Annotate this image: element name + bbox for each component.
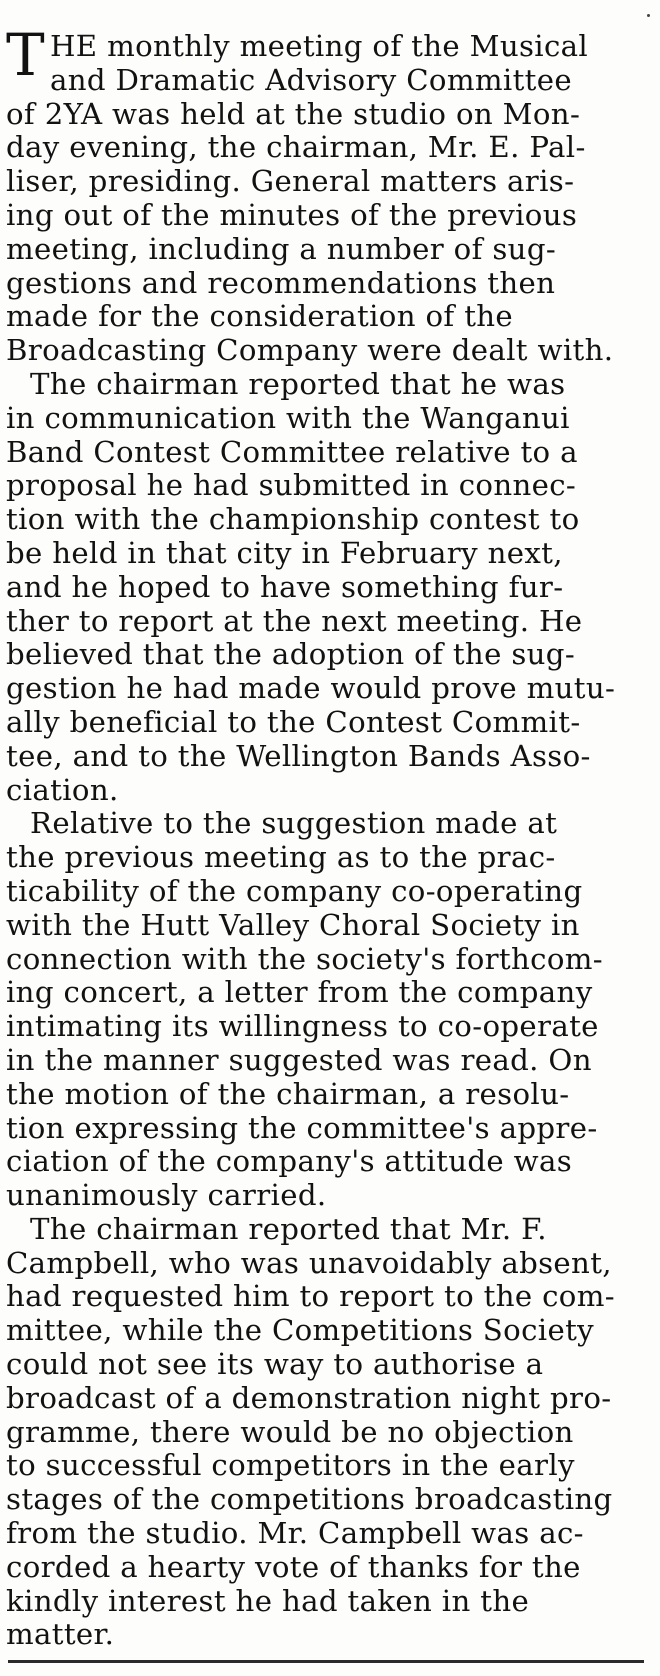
edge-mark: [647, 14, 650, 17]
article-line: intimating its willingness to co-operate: [6, 1009, 599, 1044]
article-line: The chairman reported that Mr. F.: [30, 1211, 547, 1246]
article-line: Band Contest Committee relative to a: [6, 434, 578, 469]
article-line: had requested him to report to the com-: [6, 1279, 615, 1314]
article-line: the previous meeting as to the prac-: [6, 840, 556, 875]
article-line: made for the consideration of the: [6, 299, 514, 334]
article-line: gestions and recommendations then: [6, 265, 556, 300]
article-line: Broadcasting Company were dealt with.: [6, 333, 614, 368]
article-line: broadcast of a demonstration night pro-: [6, 1380, 612, 1415]
drop-cap: T: [6, 21, 46, 89]
article-line: ticability of the company co-operating: [6, 873, 583, 908]
article-line: ciation.: [6, 772, 119, 807]
article-line: from the studio. Mr. Campbell was ac-: [6, 1516, 584, 1551]
article-line: The chairman reported that he was: [30, 366, 566, 401]
article-line: tion with the championship contest to: [6, 502, 580, 537]
article-line: connection with the society's forthcom-: [6, 941, 604, 976]
article-line: Campbell, who was unavoidably absent,: [6, 1245, 612, 1280]
paragraph-2: [6, 368, 642, 807]
article-line: ciation of the company's attitude was: [6, 1144, 573, 1179]
article-line: stages of the competitions broadcasting: [6, 1482, 613, 1517]
article-line: believed that the adoption of the sug-: [6, 637, 576, 672]
article-line: gestion he had made would prove mutu-: [6, 671, 616, 706]
article-column: [6, 21, 642, 1652]
article-line: in communication with the Wanganui: [6, 400, 570, 435]
article-line: day evening, the chairman, Mr. E. Pal-: [6, 130, 586, 165]
article-line: tion expressing the committee's appre-: [6, 1110, 598, 1145]
article-line: ther to report at the next meeting. He: [6, 603, 583, 638]
article-line: meeting, including a number of sug-: [6, 231, 557, 266]
article-line: corded a hearty vote of thanks for the: [6, 1549, 581, 1584]
article-line: gramme, there would be no objection: [6, 1414, 574, 1449]
article-line: of 2YA was held at the studio on Mon-: [6, 96, 581, 131]
article-line: matter.: [6, 1617, 115, 1652]
dropcap-block: [6, 21, 642, 98]
bottom-rule: [8, 1660, 644, 1663]
article-line: tee, and to the Wellington Bands Asso-: [6, 738, 591, 773]
article-line: be held in that city in February next,: [6, 535, 563, 570]
article-line: mittee, while the Competitions Society: [6, 1313, 594, 1348]
article-line: in the manner suggested was read. On: [6, 1042, 592, 1077]
paragraph-4: [6, 1213, 642, 1652]
paragraph-3: [6, 807, 642, 1213]
article-line: ing concert, a letter from the company: [6, 975, 593, 1010]
article-line: kindly interest he had taken in the: [6, 1583, 530, 1618]
article-line: could not see its way to authorise a: [6, 1347, 544, 1382]
article-line: ing out of the minutes of the previous: [6, 197, 578, 232]
article-line: and he hoped to have something fur-: [6, 569, 564, 604]
article-line: and Dramatic Advisory Committee: [50, 62, 572, 97]
article-line: proposal he had submitted in connec-: [6, 468, 577, 503]
article-line: HE monthly meeting of the Musical: [50, 29, 589, 63]
article-line: with the Hutt Valley Choral Society in: [6, 907, 580, 942]
article-line: liser, presiding. General matters aris-: [6, 164, 575, 199]
article-line: Relative to the suggestion made at: [30, 806, 558, 841]
paragraph-1: [6, 21, 642, 368]
article-line: unanimously carried.: [6, 1178, 327, 1213]
article-line: the motion of the chairman, a resolu-: [6, 1076, 570, 1111]
article-line: ally beneficial to the Contest Commit-: [6, 704, 581, 739]
article-line: to successful competitors in the early: [6, 1448, 575, 1483]
